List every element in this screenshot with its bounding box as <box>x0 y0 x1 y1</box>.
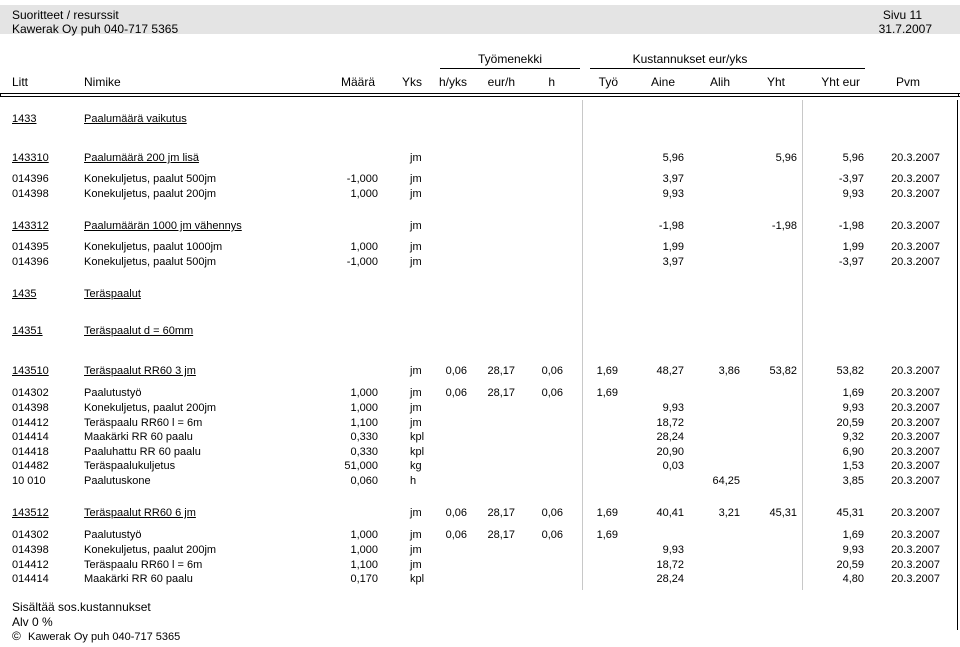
cell-nimike: Teräspaalut RR60 3 jm <box>84 365 196 377</box>
cell-litt: 014412 <box>12 417 49 429</box>
cell-yht-eur: 1,99 <box>842 241 864 253</box>
cell-nimike: Maakärki RR 60 paalu <box>84 573 193 585</box>
cell-nimike: Paalumäärä 200 jm lisä <box>84 152 199 164</box>
cell-pvm: 20.3.2007 <box>891 387 940 399</box>
cell-litt: 014398 <box>12 188 49 200</box>
cell-litt: 1435 <box>12 288 37 300</box>
cell-litt: 014414 <box>12 431 49 443</box>
cell-maara: 1,000 <box>350 387 378 399</box>
cell-hyks: 0,06 <box>445 529 467 541</box>
cell-litt: 143510 <box>12 365 49 377</box>
cell-tyo: 1,69 <box>596 365 618 377</box>
cell-yks: jm <box>410 507 422 519</box>
cell-nimike: Maakärki RR 60 paalu <box>84 431 193 443</box>
cell-litt: 014482 <box>12 460 49 472</box>
cell-yks: jm <box>410 365 422 377</box>
cell-maara: 0,330 <box>350 446 378 458</box>
cell-litt: 014412 <box>12 559 49 571</box>
cell-pvm: 20.3.2007 <box>891 529 940 541</box>
cell-litt: 014398 <box>12 402 49 414</box>
cell-tyo: 1,69 <box>596 507 618 519</box>
cell-maara: 0,060 <box>350 475 378 487</box>
cell-litt: 014418 <box>12 446 49 458</box>
cell-pvm: 20.3.2007 <box>891 431 940 443</box>
group-heading-costs: Kustannukset eur/yks <box>632 52 748 66</box>
cell-litt: 143512 <box>12 507 49 519</box>
cell-yht-eur: 9,93 <box>842 402 864 414</box>
cell-maara: 1,000 <box>350 544 378 556</box>
cell-litt: 014398 <box>12 544 49 556</box>
cell-yks: jm <box>410 417 422 429</box>
cell-yks: jm <box>410 387 422 399</box>
col-header-eurh: eur/h <box>487 75 515 89</box>
col-header-hyks: h/yks <box>438 75 467 89</box>
col-header-nimike: Nimike <box>84 75 121 89</box>
cell-yht: 45,31 <box>769 507 797 519</box>
col-header-yks: Yks <box>402 75 423 89</box>
cell-alih: 3,86 <box>718 365 740 377</box>
cell-aine: 48,27 <box>656 365 684 377</box>
cell-litt: 014396 <box>12 256 49 268</box>
cell-yks: jm <box>410 529 422 541</box>
cell-litt: 14351 <box>12 325 43 337</box>
cell-litt: 143312 <box>12 220 49 232</box>
cell-yks: h <box>410 475 417 487</box>
cell-pvm: 20.3.2007 <box>891 475 940 487</box>
cell-aine: 1,99 <box>662 241 684 253</box>
cell-pvm: 20.3.2007 <box>891 446 940 458</box>
cell-maara: 1,100 <box>350 559 378 571</box>
cell-maara: 1,000 <box>350 241 378 253</box>
cell-yks: kpl <box>410 446 425 458</box>
col-header-alih: Alih <box>709 75 730 89</box>
cell-pvm: 20.3.2007 <box>891 573 940 585</box>
cell-yks: jm <box>410 544 422 556</box>
cell-aine: 9,93 <box>662 188 684 200</box>
cell-eurh: 28,17 <box>487 387 515 399</box>
cell-nimike: Teräspaalut <box>84 288 141 300</box>
cell-yht-eur: 45,31 <box>836 507 864 519</box>
cell-aine: 20,90 <box>656 446 684 458</box>
cell-nimike: Konekuljetus, paalut 500jm <box>84 256 217 268</box>
cell-h: 0,06 <box>541 365 563 377</box>
cell-pvm: 20.3.2007 <box>891 507 940 519</box>
report-title: Suoritteet / resurssit <box>12 8 119 22</box>
cell-pvm: 20.3.2007 <box>891 544 940 556</box>
col-header-yht: Yht <box>766 75 785 89</box>
cell-yht: -1,98 <box>771 220 797 232</box>
cell-litt: 014302 <box>12 529 49 541</box>
cell-yht-eur: 1,69 <box>842 387 864 399</box>
cell-pvm: 20.3.2007 <box>891 152 940 164</box>
cell-h: 0,06 <box>541 387 563 399</box>
cell-litt: 014302 <box>12 387 49 399</box>
cell-aine: 5,96 <box>662 152 684 164</box>
cell-litt: 143310 <box>12 152 49 164</box>
cell-nimike: Konekuljetus, paalut 200jm <box>84 188 217 200</box>
cell-yht-eur: 9,93 <box>842 544 864 556</box>
cell-eurh: 28,17 <box>487 365 515 377</box>
cell-pvm: 20.3.2007 <box>891 241 940 253</box>
cell-nimike: Konekuljetus, paalut 200jm <box>84 544 217 556</box>
cell-yht-eur: -1,98 <box>838 220 864 232</box>
cell-pvm: 20.3.2007 <box>891 559 940 571</box>
cell-nimike: Teräspaalukuljetus <box>84 460 176 472</box>
cell-pvm: 20.3.2007 <box>891 365 940 377</box>
copyright-icon: © <box>12 629 21 643</box>
col-header-yht-eur: Yht eur <box>821 75 860 89</box>
cell-pvm: 20.3.2007 <box>891 417 940 429</box>
footer-vat: Alv 0 % <box>12 615 53 629</box>
cell-yht-eur: -3,97 <box>838 256 864 268</box>
footer-copyright: Kawerak Oy puh 040-717 5365 <box>28 631 181 643</box>
cell-aine: 3,97 <box>662 173 684 185</box>
cell-aine: 18,72 <box>656 417 684 429</box>
cell-yks: kpl <box>410 431 425 443</box>
cell-nimike: Paalutustyö <box>84 529 142 541</box>
col-header-tyo: Työ <box>598 75 618 89</box>
cell-yks: kg <box>410 460 422 472</box>
cell-h: 0,06 <box>541 529 563 541</box>
cell-aine: 18,72 <box>656 559 684 571</box>
cell-yks: jm <box>410 402 422 414</box>
cell-alih: 64,25 <box>712 475 740 487</box>
cell-maara: 1,100 <box>350 417 378 429</box>
cell-aine: 28,24 <box>656 431 684 443</box>
cell-hyks: 0,06 <box>445 507 467 519</box>
cell-nimike: Teräspaalut d = 60mm <box>84 325 194 337</box>
cell-pvm: 20.3.2007 <box>891 188 940 200</box>
cell-yks: jm <box>410 559 422 571</box>
cell-aine: -1,98 <box>658 220 684 232</box>
cell-maara: 1,000 <box>350 188 378 200</box>
cell-yht-eur: 6,90 <box>842 446 864 458</box>
cell-eurh: 28,17 <box>487 507 515 519</box>
col-header-h: h <box>548 75 555 89</box>
cell-h: 0,06 <box>541 507 563 519</box>
cell-litt: 014396 <box>12 173 49 185</box>
cell-yks: kpl <box>410 573 425 585</box>
page-number: Sivu 11 <box>882 8 922 22</box>
cell-yht-eur: 20,59 <box>836 559 864 571</box>
cell-maara: 1,000 <box>350 529 378 541</box>
cell-yht-eur: 1,69 <box>842 529 864 541</box>
cell-nimike: Teräspaalut RR60 6 jm <box>84 507 196 519</box>
col-header-aine: Aine <box>650 75 675 89</box>
cell-nimike: Konekuljetus, paalut 500jm <box>84 173 217 185</box>
footer-note: Sisältää sos.kustannukset <box>12 600 151 614</box>
cell-nimike: Paalumäärän 1000 jm vähennys <box>84 220 242 232</box>
cell-tyo: 1,69 <box>596 387 618 399</box>
cell-yht-eur: 53,82 <box>836 365 864 377</box>
cell-litt: 014414 <box>12 573 49 585</box>
cell-yks: jm <box>410 152 422 164</box>
report-date: 31.7.2007 <box>878 22 932 36</box>
cell-aine: 3,97 <box>662 256 684 268</box>
cell-yks: jm <box>410 220 422 232</box>
cell-nimike: Paaluhattu RR 60 paalu <box>84 446 201 458</box>
cell-yht-eur: 9,93 <box>842 188 864 200</box>
cell-aine: 40,41 <box>656 507 684 519</box>
company-info: Kawerak Oy puh 040-717 5365 <box>12 22 179 36</box>
cell-maara: -1,000 <box>346 256 378 268</box>
cell-nimike: Paalumäärä vaikutus <box>84 113 187 125</box>
col-header-maara: Määrä <box>340 75 375 89</box>
group-heading-labour: Työmenekki <box>477 52 543 66</box>
cell-yks: jm <box>410 188 422 200</box>
cell-maara: 1,000 <box>350 402 378 414</box>
cell-yks: jm <box>410 256 422 268</box>
cell-maara: 0,170 <box>350 573 378 585</box>
cell-maara: 0,330 <box>350 431 378 443</box>
cell-yht: 5,96 <box>775 152 797 164</box>
cell-hyks: 0,06 <box>445 365 467 377</box>
cell-litt: 014395 <box>12 241 49 253</box>
cell-tyo: 1,69 <box>596 529 618 541</box>
cell-hyks: 0,06 <box>445 387 467 399</box>
cell-nimike: Paalutustyö <box>84 387 142 399</box>
cell-yht-eur: -3,97 <box>838 173 864 185</box>
cell-aine: 28,24 <box>656 573 684 585</box>
cell-yht-eur: 4,80 <box>842 573 864 585</box>
cell-pvm: 20.3.2007 <box>891 173 940 185</box>
cell-yks: jm <box>410 173 422 185</box>
cell-pvm: 20.3.2007 <box>891 460 940 472</box>
cell-litt: 1433 <box>12 113 37 125</box>
cell-alih: 3,21 <box>718 507 740 519</box>
cell-maara: -1,000 <box>346 173 378 185</box>
cell-nimike: Konekuljetus, paalut 1000jm <box>84 241 223 253</box>
cell-yht-eur: 3,85 <box>842 475 864 487</box>
cell-yht: 53,82 <box>769 365 797 377</box>
cell-eurh: 28,17 <box>487 529 515 541</box>
cell-yht-eur: 5,96 <box>842 152 864 164</box>
cell-aine: 9,93 <box>662 402 684 414</box>
cell-nimike: Konekuljetus, paalut 200jm <box>84 402 217 414</box>
cell-aine: 9,93 <box>662 544 684 556</box>
cell-nimike: Paalutuskone <box>84 475 151 487</box>
cell-maara: 51,000 <box>344 460 378 472</box>
cell-nimike: Teräspaalu RR60 l = 6m <box>84 559 203 571</box>
cell-litt: 10 010 <box>12 475 46 487</box>
cell-aine: 0,03 <box>662 460 684 472</box>
cell-pvm: 20.3.2007 <box>891 220 940 232</box>
col-header-pvm: Pvm <box>896 75 920 89</box>
cell-pvm: 20.3.2007 <box>891 402 940 414</box>
cell-yht-eur: 9,32 <box>842 431 864 443</box>
col-header-litt: Litt <box>12 75 29 89</box>
cell-yht-eur: 20,59 <box>836 417 864 429</box>
cell-yks: jm <box>410 241 422 253</box>
cell-yht-eur: 1,53 <box>842 460 864 472</box>
cell-nimike: Teräspaalu RR60 l = 6m <box>84 417 203 429</box>
cell-pvm: 20.3.2007 <box>891 256 940 268</box>
